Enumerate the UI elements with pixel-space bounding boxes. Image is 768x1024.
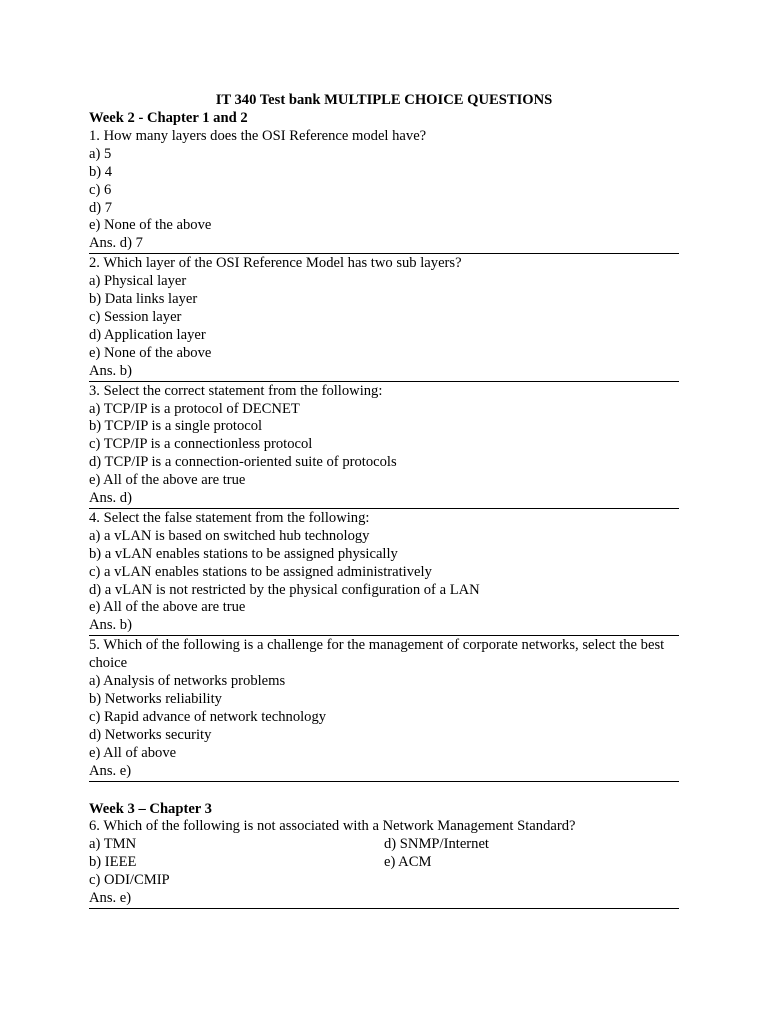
question-text: 6. Which of the following is not associated with a Network Management Standard?: [89, 818, 576, 835]
section-spacer: [89, 783, 679, 801]
option: e) None of the above: [89, 344, 212, 361]
option: a) 5: [89, 145, 112, 162]
option: e) All of above: [89, 744, 177, 761]
option: c) TCP/IP is a connectionless protocol: [89, 436, 313, 453]
option: c) ODI/CMIP: [89, 872, 170, 889]
option: c) Session layer: [89, 308, 182, 325]
option-row: [89, 854, 679, 872]
question-5: [89, 637, 679, 781]
option: d) TCP/IP is a connection-oriented suite of protocols: [89, 454, 397, 471]
option: e) ACM: [384, 854, 432, 871]
answer: Ans. e): [89, 890, 679, 909]
option: d) a vLAN is not restricted by the physical configuration of a LAN: [89, 581, 480, 598]
question-3: [89, 383, 679, 509]
question-6: [89, 818, 679, 909]
option: e) All of the above are true: [89, 599, 246, 616]
option: d) SNMP/Internet: [384, 836, 489, 853]
option: b) TCP/IP is a single protocol: [89, 418, 263, 435]
option: a) Analysis of networks problems: [89, 673, 286, 690]
option: c) 6: [89, 181, 112, 198]
option: b) Networks reliability: [89, 691, 222, 707]
option: b) 4: [89, 163, 113, 180]
option: e) None of the above: [89, 217, 212, 234]
answer: Ans. d): [89, 490, 679, 509]
option: d) 7: [89, 199, 113, 216]
question-2: [89, 255, 679, 381]
question-text: 3. Select the correct statement from the following:: [89, 382, 383, 399]
week-2-heading: Week 2 - Chapter 1 and 2: [89, 110, 248, 126]
question-text: 5. Which of the following is a challenge for the management of corporate networks, select the best choice: [89, 637, 665, 672]
question-1: [89, 128, 679, 254]
document-title: IT 340 Test bank MULTIPLE CHOICE QUESTIONS: [215, 92, 553, 108]
answer: Ans. b): [89, 363, 679, 382]
document-page: [89, 92, 679, 910]
answer: Ans. e): [89, 763, 679, 782]
option: d) Networks security: [89, 726, 212, 743]
option-row: [89, 836, 679, 854]
question-4: [89, 510, 679, 636]
option: c) a vLAN enables stations to be assigned administratively: [89, 563, 432, 580]
option: b) a vLAN enables stations to be assigned physically: [89, 545, 398, 562]
option: b) IEEE: [89, 854, 137, 871]
question-text: 1. How many layers does the OSI Reference model have?: [89, 127, 427, 144]
option: d) Application layer: [89, 326, 206, 343]
option: e) All of the above are true: [89, 472, 246, 489]
question-text: 4. Select the false statement from the following:: [89, 509, 370, 526]
option: a) TMN: [89, 836, 137, 853]
option: a) Physical layer: [89, 273, 187, 290]
option: c) Rapid advance of network technology: [89, 708, 327, 725]
option: a) TCP/IP is a protocol of DECNET: [89, 400, 300, 417]
option: b) Data links layer: [89, 291, 198, 308]
answer: Ans. b): [89, 617, 679, 636]
option: a) a vLAN is based on switched hub technology: [89, 527, 370, 544]
week-3-heading: Week 3 – Chapter 3: [89, 800, 212, 817]
answer: Ans. d) 7: [89, 235, 679, 254]
question-text: 2. Which layer of the OSI Reference Model has two sub layers?: [89, 255, 462, 272]
